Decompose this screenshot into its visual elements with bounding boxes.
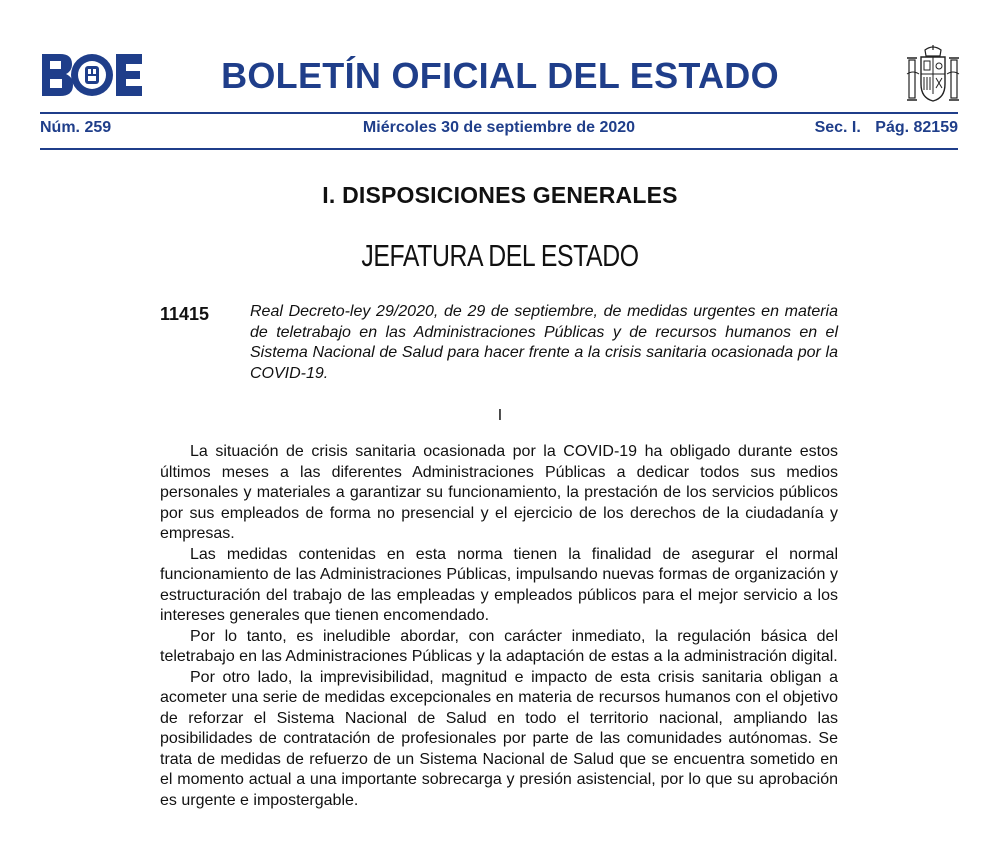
organization-title: JEFATURA DEL ESTADO <box>361 238 639 273</box>
body-text <box>160 442 838 811</box>
paragraph: La situación de crisis sanitaria ocasionada por la COVID-19 ha obligado durante estos últimos meses a las diferentes Administraciones Públicas a dedicar todos sus medios personales y materiales a garantizar su funcionamiento, la prestación de los servicios públicos por sus empleados de forma no presencial y el ejercicio de los derechos de la ciudadanía y empresas. <box>160 443 838 542</box>
disposition-number: 11415 <box>160 304 210 324</box>
paragraph: Las medidas contenidas en esta norma tienen la finalidad de asegurar el normal funcionamiento de las Administraciones Públicas, impulsando nuevas formas de organización y estructuración del trabajo de las empleadas y empleados públicos para el mejor servicio a los intereses generales que tienen encomendado. <box>160 545 838 624</box>
bulletin-date: Miércoles 30 de septiembre de 2020 <box>362 119 636 136</box>
page-number: Pág. 82159 <box>875 119 958 136</box>
coat-of-arms-icon <box>905 44 961 104</box>
paragraph: Por lo tanto, es ineludible abordar, con carácter inmediato, la regulación básica del teletrabajo en las Administraciones Públicas y la adaptación de estas a la administración digital. <box>160 627 838 665</box>
header-bar <box>40 112 958 150</box>
chapter-heading: I <box>497 407 503 424</box>
section-label: Sec. I. <box>814 119 861 136</box>
boe-logo <box>40 52 144 98</box>
disposition-summary: Real Decreto-ley 29/2020, de 29 de septiembre, de medidas urgentes en materia de teletrabajo en las Administraciones Públicas y de recursos humanos en el Sistema Nacional de Salud para hacer frente a la crisis sanitaria ocasionada por la COVID-19. <box>250 303 838 382</box>
masthead-title: BOLETÍN OFICIAL DEL ESTADO <box>221 55 779 96</box>
paragraph: Por otro lado, la imprevisibilidad, magnitud e impacto de esta crisis sanitaria obligan a acometer una serie de medidas excepcionales en materia de recursos humanos con el objetivo de reforzar el Sistema Nacional de Salud en todo el territorio nacional, ampliando las posibilidades de contratación de profesionales por parte de las comunidades autónomas. Se trata de medidas de refuerzo de un Sistema Nacional de Salud que se encuentra sometido en el momento actual a una importante sobrecarga y presión asistencial, por lo que su aprobación es urgente e impostergable. <box>160 668 838 809</box>
section-page <box>805 119 958 137</box>
bulletin-number: Núm. 259 <box>40 119 112 136</box>
section-title: I. DISPOSICIONES GENERALES <box>322 182 678 208</box>
